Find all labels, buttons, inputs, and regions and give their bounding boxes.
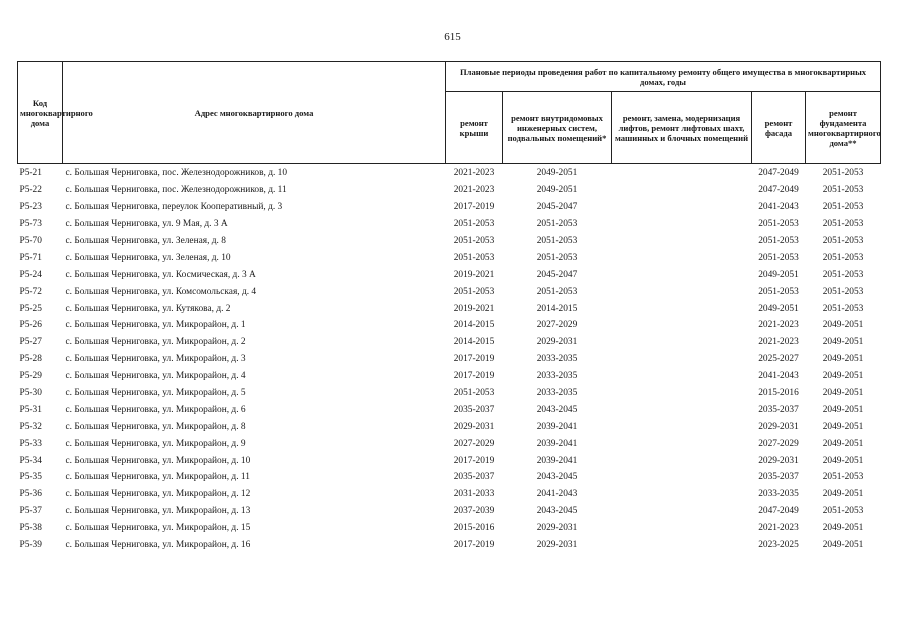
row-engineering: 2051-2053 (536, 252, 578, 263)
row-lifts (612, 164, 752, 182)
row-code: Р5-30 (19, 388, 42, 399)
row-address: с. Большая Черниговка, ул. Микрорайон, д. 10 (65, 455, 251, 466)
table-row (18, 435, 881, 452)
row-foundation: 2049-2051 (822, 388, 864, 399)
row-roof: 2027-2029 (453, 438, 495, 449)
row-lifts (612, 334, 752, 351)
row-facade: 2029-2031 (758, 455, 799, 466)
row-roof: 2051-2053 (453, 236, 495, 246)
row-foundation: 2051-2053 (822, 252, 864, 263)
row-facade: 2041-2043 (758, 371, 799, 382)
row-engineering: 2043-2045 (536, 506, 578, 517)
table-row (18, 334, 881, 351)
row-roof: 2051-2053 (453, 252, 495, 263)
row-facade: 2049-2051 (758, 269, 799, 280)
row-address: с. Большая Черниговка, пос. Железнодорожников, д. 11 (65, 185, 287, 196)
row-roof: 2021-2023 (453, 185, 495, 196)
row-engineering: 2043-2045 (536, 472, 578, 483)
row-lifts (612, 503, 752, 520)
row-code: Р5-32 (19, 421, 42, 432)
row-lifts (612, 283, 752, 300)
row-roof: 2017-2019 (453, 455, 495, 466)
row-lifts (612, 435, 752, 452)
table-row (18, 182, 881, 199)
row-facade: 2049-2051 (758, 303, 799, 314)
row-engineering: 2014-2015 (536, 303, 578, 314)
row-code: Р5-37 (19, 506, 42, 517)
table-body (18, 164, 881, 554)
row-foundation: 2051-2053 (822, 303, 864, 314)
row-engineering: 2049-2051 (536, 185, 578, 196)
row-foundation: 2051-2053 (822, 472, 864, 483)
row-code: Р5-31 (19, 404, 42, 415)
row-foundation: 2049-2051 (822, 404, 864, 415)
row-code: Р5-26 (19, 320, 42, 331)
row-foundation: 2049-2051 (822, 438, 864, 449)
row-roof: 2021-2023 (453, 168, 495, 179)
row-roof: 2017-2019 (453, 354, 495, 365)
row-code: Р5-39 (19, 540, 42, 551)
table-row (18, 486, 881, 503)
row-address: с. Большая Черниговка, ул. Микрорайон, д. 6 (65, 404, 246, 415)
row-lifts (612, 418, 752, 435)
row-address: с. Большая Черниговка, ул. Микрорайон, д. 12 (65, 489, 251, 500)
row-code: Р5-21 (19, 168, 42, 179)
row-lifts (612, 486, 752, 503)
row-address: с. Большая Черниговка, ул. Кутякова, д. 2 (65, 303, 231, 314)
row-roof: 2051-2053 (453, 286, 495, 297)
row-foundation: 2049-2051 (822, 523, 864, 534)
row-lifts (612, 249, 752, 266)
row-roof: 2019-2021 (453, 303, 495, 314)
row-lifts (612, 520, 752, 537)
row-foundation: 2051-2053 (822, 236, 864, 246)
row-address: с. Большая Черниговка, переулок Кооперативный, д. 3 (65, 202, 283, 213)
row-roof: 2017-2019 (453, 371, 495, 382)
row-facade: 2027-2029 (758, 438, 799, 449)
row-engineering: 2039-2041 (536, 421, 578, 432)
table-row (18, 164, 881, 182)
row-facade: 2025-2027 (758, 354, 799, 365)
row-lifts (612, 368, 752, 385)
row-engineering: 2039-2041 (536, 455, 578, 466)
table-row (18, 503, 881, 520)
row-code: Р5-36 (19, 489, 42, 500)
row-roof: 2031-2033 (453, 489, 495, 500)
row-code: Р5-70 (19, 236, 42, 246)
row-foundation: 2049-2051 (822, 320, 864, 331)
row-address: с. Большая Черниговка, пос. Железнодорожников, д. 10 (65, 168, 288, 179)
row-facade: 2033-2035 (758, 489, 799, 500)
row-engineering: 2041-2043 (536, 489, 578, 500)
row-engineering: 2049-2051 (536, 168, 578, 179)
row-foundation: 2049-2051 (822, 489, 864, 500)
row-address: с. Большая Черниговка, ул. Микрорайон, д. 5 (65, 388, 246, 399)
row-lifts (612, 216, 752, 233)
row-roof: 2037-2039 (453, 506, 495, 517)
row-engineering: 2029-2031 (536, 540, 578, 551)
table-row (18, 418, 881, 435)
table-row (18, 401, 881, 418)
capital-repair-table (17, 61, 881, 553)
row-code: Р5-72 (19, 286, 42, 297)
row-foundation: 2049-2051 (822, 455, 864, 466)
row-address: с. Большая Черниговка, ул. Зеленая, д. 8 (65, 236, 226, 246)
row-engineering: 2033-2035 (536, 371, 578, 382)
row-lifts (612, 537, 752, 554)
table-row (18, 216, 881, 233)
row-engineering: 2045-2047 (536, 269, 578, 280)
row-code: Р5-23 (19, 202, 42, 213)
row-facade: 2041-2043 (758, 202, 799, 213)
table-row (18, 317, 881, 334)
table-row (18, 368, 881, 385)
row-address: с. Большая Черниговка, ул. Зеленая, д. 10 (65, 252, 231, 263)
header-facade: ремонт фасада (752, 92, 806, 164)
table-row (18, 233, 881, 250)
row-engineering: 2051-2053 (536, 236, 578, 246)
row-lifts (612, 182, 752, 199)
row-roof: 2014-2015 (453, 320, 495, 331)
table-row (18, 266, 881, 283)
row-facade: 2029-2031 (758, 421, 799, 432)
row-code: Р5-35 (19, 472, 42, 483)
row-roof: 2035-2037 (453, 404, 495, 415)
row-engineering: 2033-2035 (536, 388, 578, 399)
table-row (18, 520, 881, 537)
header-foundation: ремонт фундамента многоквартирного дома** (806, 92, 881, 164)
row-foundation: 2049-2051 (822, 421, 864, 432)
table-row (18, 199, 881, 216)
row-facade: 2035-2037 (758, 404, 799, 415)
row-roof: 2017-2019 (453, 202, 495, 213)
row-foundation: 2051-2053 (822, 185, 864, 196)
row-engineering: 2039-2041 (536, 438, 578, 449)
row-facade: 2015-2016 (758, 388, 799, 399)
row-address: с. Большая Черниговка, ул. Микрорайон, д. 8 (65, 421, 246, 432)
row-facade: 2051-2053 (758, 286, 799, 297)
row-facade: 2021-2023 (758, 320, 799, 331)
row-code: Р5-71 (19, 252, 42, 263)
table-row (18, 351, 881, 368)
row-lifts (612, 233, 752, 250)
row-lifts (612, 385, 752, 402)
header-roof: ремонт крыши (446, 92, 503, 164)
row-code: Р5-24 (19, 269, 42, 280)
row-facade: 2021-2023 (758, 523, 799, 534)
row-address: с. Большая Черниговка, ул. Микрорайон, д. 3 (65, 354, 246, 365)
row-code: Р5-73 (19, 219, 42, 230)
table-row (18, 537, 881, 554)
row-engineering: 2045-2047 (536, 202, 578, 213)
row-code: Р5-29 (19, 371, 42, 382)
row-address: с. Большая Черниговка, ул. Микрорайон, д. 4 (65, 371, 246, 382)
row-address: с. Большая Черниговка, ул. Микрорайон, д. 13 (65, 506, 251, 517)
row-code: Р5-22 (19, 185, 42, 196)
row-lifts (612, 351, 752, 368)
table-header (18, 62, 881, 164)
row-foundation: 2049-2051 (822, 337, 864, 348)
row-address: с. Большая Черниговка, ул. Космическая, д. 3 А (65, 269, 256, 280)
row-roof: 2051-2053 (453, 219, 495, 230)
row-lifts (612, 452, 752, 469)
row-lifts (612, 266, 752, 283)
header-code: Код многоквартирного дома (18, 62, 63, 164)
row-facade: 2023-2025 (758, 540, 799, 551)
row-engineering: 2051-2053 (536, 286, 578, 297)
table-row (18, 385, 881, 402)
row-engineering: 2051-2053 (536, 219, 578, 230)
row-facade: 2047-2049 (758, 185, 799, 196)
header-engineering: ремонт внутридомовых инженерных систем, подвальных помещений* (503, 92, 612, 164)
row-foundation: 2051-2053 (822, 202, 864, 213)
row-address: с. Большая Черниговка, ул. Микрорайон, д. 16 (65, 540, 251, 551)
row-foundation: 2049-2051 (822, 371, 864, 382)
row-code: Р5-25 (19, 303, 42, 314)
row-lifts (612, 300, 752, 317)
row-foundation: 2051-2053 (822, 219, 864, 230)
row-foundation: 2049-2051 (822, 354, 864, 365)
row-engineering: 2029-2031 (536, 337, 578, 348)
row-foundation: 2051-2053 (822, 506, 864, 517)
row-facade: 2035-2037 (758, 472, 799, 483)
row-address: с. Большая Черниговка, ул. Микрорайон, д. 9 (65, 438, 246, 449)
row-foundation: 2051-2053 (822, 286, 864, 297)
header-address: Адрес многоквартирного дома (63, 62, 446, 164)
row-address: с. Большая Черниговка, ул. Микрорайон, д. 1 (65, 320, 246, 331)
row-facade: 2051-2053 (758, 236, 799, 246)
row-facade: 2051-2053 (758, 252, 799, 263)
row-lifts (612, 199, 752, 216)
row-engineering: 2027-2029 (536, 320, 578, 331)
header-lifts: ремонт, замена, модернизация лифтов, ремонт лифтовых шахт, машинных и блочных помещений (612, 92, 752, 164)
row-facade: 2051-2053 (758, 219, 799, 230)
page-number: 615 (444, 31, 461, 43)
row-engineering: 2043-2045 (536, 404, 578, 415)
row-foundation: 2051-2053 (822, 269, 864, 280)
row-address: с. Большая Черниговка, ул. 9 Мая, д. 3 А (65, 219, 228, 230)
row-roof: 2051-2053 (453, 388, 495, 399)
row-lifts (612, 469, 752, 486)
row-code: Р5-28 (19, 354, 42, 365)
row-code: Р5-27 (19, 337, 42, 348)
row-facade: 2047-2049 (758, 168, 799, 179)
row-code: Р5-34 (19, 455, 42, 466)
row-lifts (612, 317, 752, 334)
row-lifts (612, 401, 752, 418)
row-engineering: 2029-2031 (536, 523, 578, 534)
row-foundation: 2049-2051 (822, 540, 864, 551)
row-code: Р5-38 (19, 523, 42, 534)
row-facade: 2047-2049 (758, 506, 799, 517)
row-roof: 2014-2015 (453, 337, 495, 348)
table-row (18, 469, 881, 486)
row-address: с. Большая Черниговка, ул. Микрорайон, д. 15 (65, 523, 251, 534)
table-row (18, 283, 881, 300)
row-code: Р5-33 (19, 438, 42, 449)
row-address: с. Большая Черниговка, ул. Микрорайон, д. 2 (65, 337, 246, 348)
row-roof: 2015-2016 (453, 523, 495, 534)
row-roof: 2019-2021 (453, 269, 495, 280)
row-address: с. Большая Черниговка, ул. Микрорайон, д. 11 (65, 472, 250, 483)
row-address: с. Большая Черниговка, ул. Комсомольская, д. 4 (65, 286, 257, 297)
table-row (18, 249, 881, 266)
row-engineering: 2033-2035 (536, 354, 578, 365)
table-row (18, 300, 881, 317)
row-roof: 2035-2037 (453, 472, 495, 483)
row-foundation: 2051-2053 (822, 168, 864, 179)
row-facade: 2021-2023 (758, 337, 799, 348)
row-roof: 2017-2019 (453, 540, 495, 551)
header-periods: Плановые периоды проведения работ по капитальному ремонту общего имущества в многоквартирных домах, годы (446, 62, 881, 92)
row-roof: 2029-2031 (453, 421, 495, 432)
table-row (18, 452, 881, 469)
